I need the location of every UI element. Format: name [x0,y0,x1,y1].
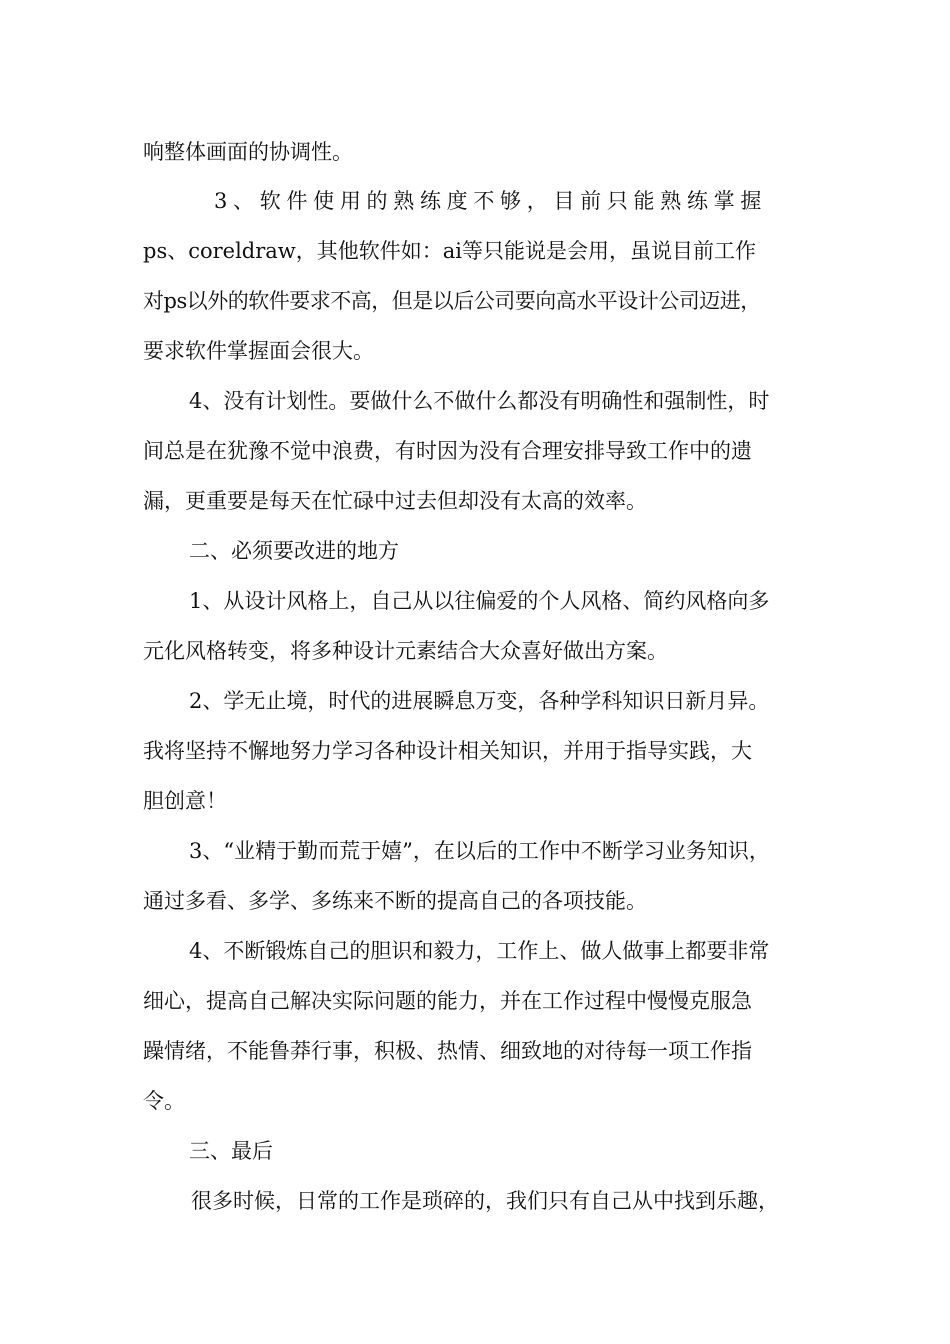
text-line: 胆创意！ [143,789,227,813]
text-line: 躁情绪，不能鲁莽行事，积极、热情、细致地的对待每一项工作指 [143,1039,752,1063]
text-line: 令。 [143,1089,185,1113]
text-line: 很多时候，日常的工作是琐碎的，我们只有自己从中找到乐趣， [191,1189,779,1213]
text-line: 要求软件掌握面会很大。 [143,339,374,363]
text-line: 1、从设计风格上，自己从以往偏爱的个人风格、简约风格向多 [189,589,770,613]
text-line: 元化风格转变，将多种设计元素结合大众喜好做出方案。 [143,639,668,663]
text-line: 3、软件使用的熟练度不够，目前只能熟练掌握 [214,189,768,213]
text-line: 2、学无止境，时代的进展瞬息万变，各种学科知识日新月异。 [189,689,770,713]
text-line: 3、“业精于勤而荒于嬉”，在以后的工作中不断学习业务知识， [189,839,770,863]
text-line: 漏，更重要是每天在忙碌中过去但却没有太高的效率。 [143,489,647,513]
text-line: 细心，提高自己解决实际问题的能力，并在工作过程中慢慢克服急 [143,989,752,1013]
text-line: 间总是在犹豫不觉中浪费，有时因为没有合理安排导致工作中的遗 [143,439,752,463]
text-line: 对ps以外的软件要求不高，但是以后公司要向高水平设计公司迈进， [143,289,761,313]
text-line: 4、不断锻炼自己的胆识和毅力，工作上、做人做事上都要非常 [189,939,770,963]
text-line: 我将坚持不懈地努力学习各种设计相关知识，并用于指导实践，大 [143,739,752,763]
text-line: 4、没有计划性。要做什么不做什么都没有明确性和强制性，时 [189,389,770,413]
section-heading: 三、最后 [189,1139,273,1163]
text-line: 响整体画面的协调性。 [143,140,353,164]
text-line: 通过多看、多学、多练来不断的提高自己的各项技能。 [143,889,647,913]
text-line: ps、coreldraw，其他软件如：ai等只能说是会用，虽说目前工作 [143,239,757,263]
section-heading: 二、必须要改进的地方 [189,539,399,563]
